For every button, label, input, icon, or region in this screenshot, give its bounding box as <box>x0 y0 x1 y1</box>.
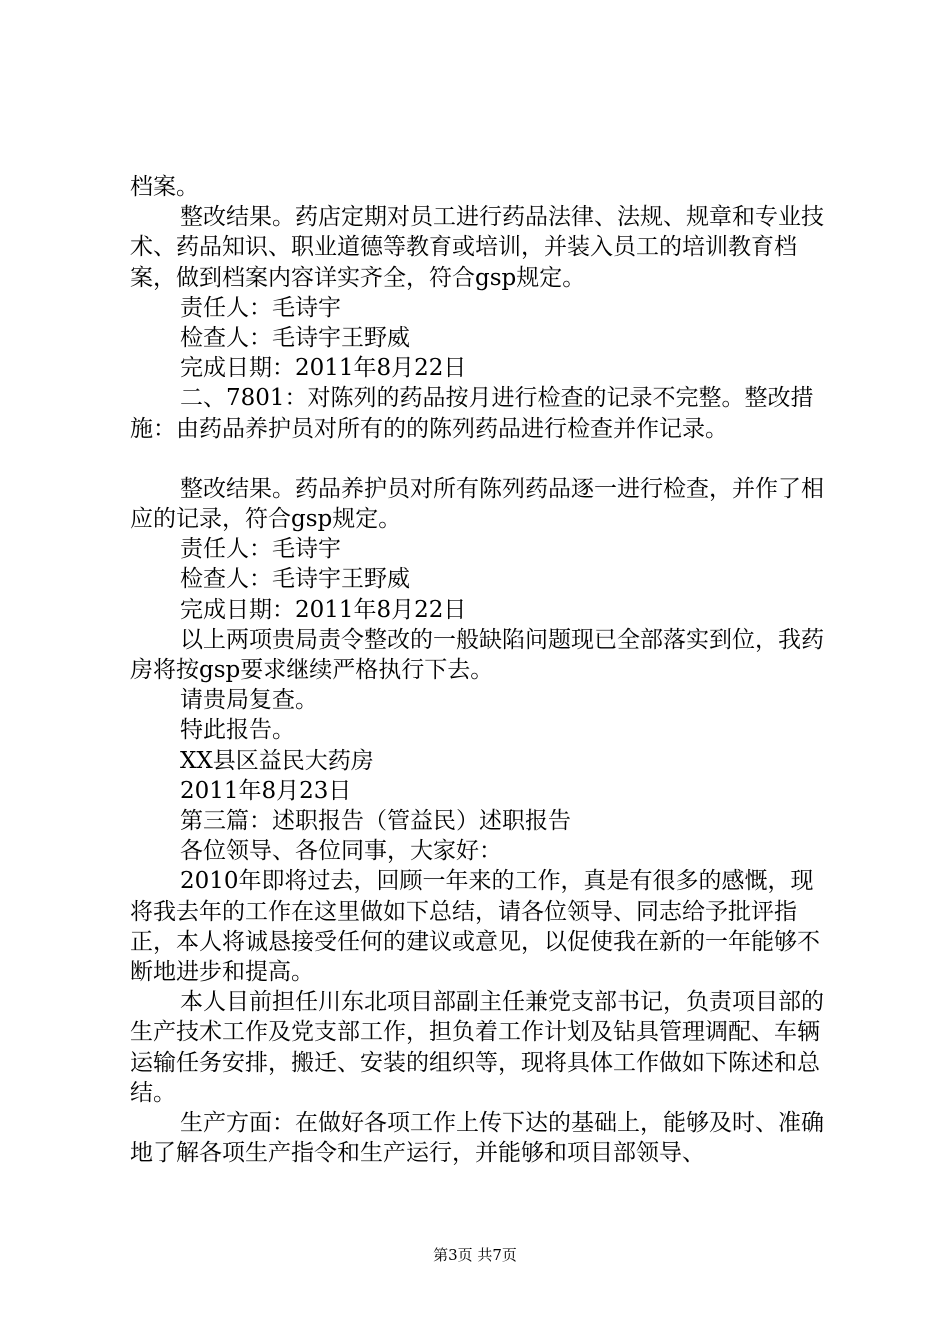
paragraph: 检查人：毛诗宇王野威 <box>180 325 410 352</box>
paragraph: 各位领导、各位同事，大家好： <box>180 838 502 865</box>
section-heading: 第三篇：述职报告（管益民）述职报告 <box>180 808 571 835</box>
paragraph: 生产方面：在做好各项工作上传下达的基础上，能够及时、准确地了解各项生产指令和生产运行，并能够和项目部领导、 <box>130 1110 824 1167</box>
paragraph: 本人目前担任川东北项目部副主任兼党支部书记，负责项目部的生产技术工作及党支部工作，担负着工作计划及钻具管理调配、车辆运输任务安排，搬迁、安装的组织等，现将具体工作做如下陈述和总结。 <box>130 989 824 1106</box>
paragraph: 完成日期：2011年8月22日 <box>180 596 467 623</box>
paragraph: 特此报告。 <box>180 717 295 744</box>
paragraph: 2010年即将过去，回顾一年来的工作，真是有很多的感慨，现将我去年的工作在这里做如下总结，请各位领导、同志给予批评指正，本人将诚恳接受任何的建议或意见，以促使我在新的一年能够不断地进步和提高。 <box>130 868 820 986</box>
paragraph: 2011年8月23日 <box>180 777 352 804</box>
paragraph: 请贵局复查。 <box>180 687 318 714</box>
paragraph: 整改结果。药品养护员对所有陈列药品逐一进行检查，并作了相应的记录，符合gsp规定。 <box>130 475 824 533</box>
paragraph: 责任人：毛诗宇 <box>180 536 341 563</box>
page-number: 第3页 共7页 <box>433 1246 517 1264</box>
paragraph: 检查人：毛诗宇王野威 <box>180 566 410 593</box>
paragraph: 以上两项贵局责令整改的一般缺陷问题现已全部落实到位，我药房将按gsp要求继续严格执行下去。 <box>130 626 824 684</box>
paragraph: 完成日期：2011年8月22日 <box>180 355 467 382</box>
paragraph: XX县区益民大药房 <box>180 747 374 774</box>
paragraph: 责任人：毛诗宇 <box>180 294 341 321</box>
document-body <box>130 172 830 1169</box>
paragraph: 二、7801：对陈列的药品按月进行检查的记录不完整。整改措施：由药品养护员对所有的的陈列药品进行检查并作记录。 <box>130 385 814 442</box>
paragraph: 档案。 <box>130 174 199 200</box>
paragraph: 整改结果。药店定期对员工进行药品法律、法规、规章和专业技术、药品知识、职业道德等教育或培训，并装入员工的培训教育档案，做到档案内容详实齐全，符合gsp规定。 <box>130 204 824 291</box>
blank-line <box>130 444 830 474</box>
